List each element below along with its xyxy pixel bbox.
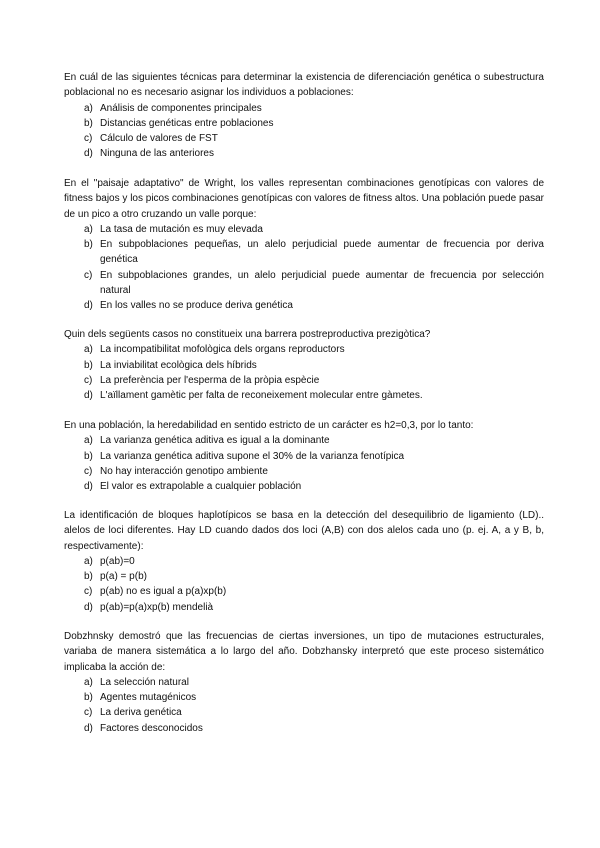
option-a bbox=[64, 554, 544, 569]
option-d bbox=[64, 721, 544, 736]
option-d bbox=[64, 388, 544, 403]
question-3 bbox=[64, 327, 544, 403]
option-text: La deriva genética bbox=[100, 707, 182, 719]
option-letter: d) bbox=[84, 300, 93, 312]
option-text: No hay interacción genotipo ambiente bbox=[100, 465, 268, 477]
option-text: El valor es extrapolable a cualquier población bbox=[100, 481, 302, 493]
option-text: La tasa de mutación es muy elevada bbox=[100, 223, 263, 235]
option-c bbox=[64, 268, 544, 299]
option-text: p(ab) no es igual a p(a)xp(b) bbox=[100, 586, 227, 598]
option-d bbox=[64, 600, 544, 615]
question-stem: La identificación de bloques haplotípicos se basa en la detección del desequilibrio de ligamiento (LD).. alelos de loci diferentes. Hay LD cuando dados dos loci (A,B) con dos alelos cada uno (p. ej. A, a y B, b, respectivamente): bbox=[64, 510, 544, 552]
option-d bbox=[64, 298, 544, 313]
option-a bbox=[64, 675, 544, 690]
option-c bbox=[64, 373, 544, 388]
option-letter: c) bbox=[84, 586, 93, 598]
option-text: Cálculo de valores de FST bbox=[100, 133, 218, 145]
option-letter: a) bbox=[84, 102, 93, 114]
option-letter: c) bbox=[84, 465, 93, 477]
option-letter: b) bbox=[84, 359, 93, 371]
question-4 bbox=[64, 418, 544, 494]
option-text: La incompatibilitat mofològica dels organs reproductors bbox=[100, 344, 345, 356]
question-2 bbox=[64, 176, 544, 314]
option-c bbox=[64, 584, 544, 599]
question-5 bbox=[64, 508, 544, 615]
option-letter: c) bbox=[84, 374, 93, 386]
option-c bbox=[64, 131, 544, 146]
option-letter: c) bbox=[84, 133, 93, 145]
option-letter: a) bbox=[84, 344, 93, 356]
option-d bbox=[64, 479, 544, 494]
option-letter: a) bbox=[84, 223, 93, 235]
question-stem: Quin dels següents casos no constitueix una barrera postreproductiva prezigòtica? bbox=[64, 329, 431, 340]
question-stem: En el "paisaje adaptativo" de Wright, los valles representan combinaciones genotípicas con valores de fitness bajos y los picos combinaciones genotípicas con valores de fitness altos. Una población puede pasar de un pico a otro cruzando un valle porque: bbox=[64, 178, 544, 220]
option-list bbox=[64, 101, 544, 162]
option-list bbox=[64, 222, 544, 314]
option-letter: c) bbox=[84, 707, 93, 719]
option-letter: a) bbox=[84, 676, 93, 688]
option-b bbox=[64, 116, 544, 131]
option-text: En subpoblaciones pequeñas, un alelo perjudicial puede aumentar de frecuencia por deriva genética bbox=[100, 239, 544, 266]
option-letter: b) bbox=[84, 571, 93, 583]
option-letter: d) bbox=[84, 390, 93, 402]
option-d bbox=[64, 146, 544, 161]
option-b bbox=[64, 690, 544, 705]
option-b bbox=[64, 358, 544, 373]
option-letter: d) bbox=[84, 148, 93, 160]
option-text: p(a) = p(b) bbox=[100, 571, 147, 583]
question-stem: Dobzhnsky demostró que las frecuencias de ciertas inversiones, un tipo de mutaciones estructurales, variaba de manera sistemática a lo largo del año. Dobzhansky interpretó que este proceso sistemático implicaba la acción de: bbox=[64, 631, 544, 673]
option-text: Agentes mutagénicos bbox=[100, 692, 197, 704]
option-letter: d) bbox=[84, 481, 93, 493]
option-letter: b) bbox=[84, 450, 93, 462]
option-letter: d) bbox=[84, 722, 93, 734]
option-text: La varianza genética aditiva es igual a la dominante bbox=[100, 435, 330, 447]
option-letter: b) bbox=[84, 117, 93, 129]
option-list bbox=[64, 433, 544, 494]
option-list bbox=[64, 675, 544, 736]
option-text: Factores desconocidos bbox=[100, 722, 203, 734]
question-stem: En cuál de las siguientes técnicas para determinar la existencia de diferenciación genética o subestructura poblacional no es necesario asignar los individuos a poblaciones: bbox=[64, 72, 544, 99]
option-letter: b) bbox=[84, 239, 93, 251]
option-text: p(ab)=0 bbox=[100, 555, 135, 567]
option-text: Análisis de componentes principales bbox=[100, 102, 262, 114]
question-stem: En una población, la heredabilidad en sentido estricto de un carácter es h2=0,3, por lo tanto: bbox=[64, 420, 474, 431]
question-6 bbox=[64, 629, 544, 736]
option-letter: c) bbox=[84, 269, 93, 281]
option-a bbox=[64, 101, 544, 116]
option-c bbox=[64, 464, 544, 479]
option-text: En los valles no se produce deriva genética bbox=[100, 300, 293, 312]
option-text: En subpoblaciones grandes, un alelo perjudicial puede aumentar de frecuencia por selección natural bbox=[100, 269, 544, 297]
option-text: La preferència per l'esperma de la pròpia espècie bbox=[100, 374, 320, 386]
option-text: La varianza genética aditiva supone el 30% de la varianza fenotípica bbox=[100, 450, 405, 462]
option-text: La inviabilitat ecològica dels híbrids bbox=[100, 359, 257, 371]
option-a bbox=[64, 222, 544, 237]
option-list bbox=[64, 554, 544, 615]
option-list bbox=[64, 342, 544, 403]
option-text: La selección natural bbox=[100, 676, 189, 688]
option-c bbox=[64, 705, 544, 720]
option-b bbox=[64, 569, 544, 584]
option-letter: b) bbox=[84, 692, 93, 704]
option-a bbox=[64, 342, 544, 357]
option-letter: d) bbox=[84, 601, 93, 613]
option-letter: a) bbox=[84, 435, 93, 447]
option-a bbox=[64, 433, 544, 448]
option-text: Distancias genéticas entre poblaciones bbox=[100, 117, 274, 129]
option-text: Ninguna de las anteriores bbox=[100, 148, 214, 160]
option-b bbox=[64, 237, 544, 268]
option-text: L'aïllament gamètic per falta de reconeixement molecular entre gàmetes. bbox=[100, 390, 423, 402]
option-b bbox=[64, 449, 544, 464]
option-letter: a) bbox=[84, 555, 93, 567]
question-1 bbox=[64, 70, 544, 162]
option-text: p(ab)=p(a)xp(b) mendelià bbox=[100, 601, 214, 613]
